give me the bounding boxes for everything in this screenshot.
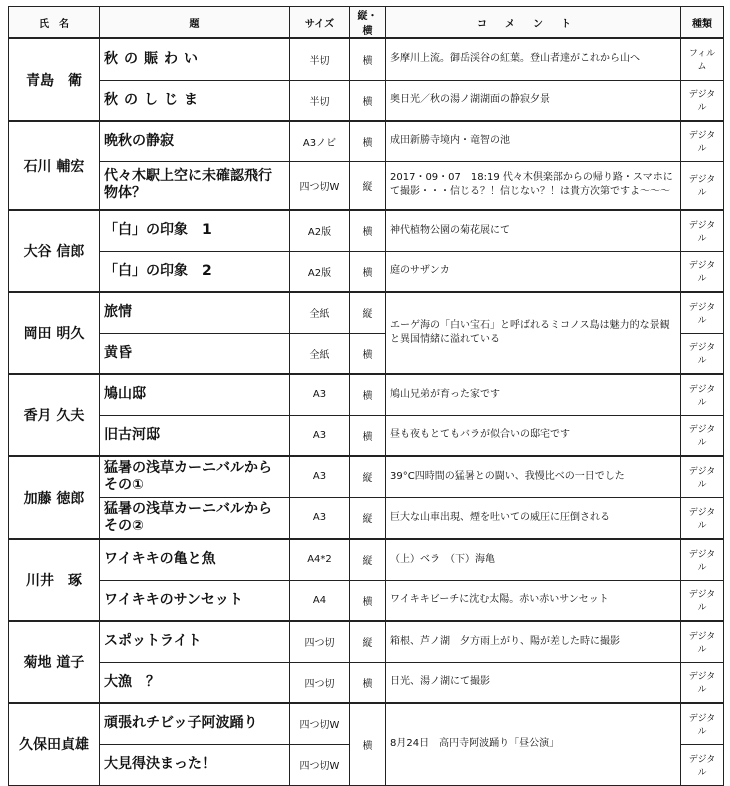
work-title: 秋のしじま [100, 80, 290, 121]
work-size: 四つ切 [290, 621, 350, 662]
work-comment: 昼も夜もとてもバラが似合いの邸宅です [386, 415, 681, 456]
work-size: 四つ切W [290, 744, 350, 785]
work-type: デジタル [681, 374, 724, 415]
work-title: 旅情 [100, 292, 290, 333]
work-comment: エーゲ海の「白い宝石」と呼ばれるミコノス島は魅力的な景観と異国情緒に溢れている [386, 292, 681, 374]
table-row [9, 292, 724, 333]
work-type: デジタル [681, 415, 724, 456]
work-size: 四つ切W [290, 703, 350, 744]
header-type: 種類 [681, 7, 724, 39]
work-title: 旧古河邸 [100, 415, 290, 456]
header-name: 氏 名 [9, 7, 100, 39]
table-row [9, 456, 724, 497]
work-orientation: 縦 [350, 621, 386, 662]
work-title: 猛暑の浅草カーニバルからその① [100, 456, 290, 497]
work-comment: 2017・09・07 18:19 代々木倶楽部からの帰り路・スマホにて撮影・・・信じる？！信じない？！は貴方次第ですよ～～～ [386, 161, 681, 210]
work-type: デジタル [681, 251, 724, 292]
work-title: ワイキキの亀と魚 [100, 539, 290, 580]
work-size: A2版 [290, 251, 350, 292]
work-title: 代々木駅上空に未確認飛行物体？ [100, 161, 290, 210]
work-type: デジタル [681, 161, 724, 210]
work-size: 四つ切 [290, 662, 350, 703]
photographer-name: 川井 琢 [9, 539, 100, 621]
work-orientation: 横 [350, 333, 386, 374]
work-type: デジタル [681, 210, 724, 251]
work-size: A4*2 [290, 539, 350, 580]
work-type: デジタル [681, 662, 724, 703]
header-orientation: 縦・横 [350, 7, 386, 39]
table-row [9, 703, 724, 744]
photographer-name: 岡田 明久 [9, 292, 100, 374]
work-type: デジタル [681, 703, 724, 744]
table-row [9, 210, 724, 251]
table-row [9, 161, 724, 210]
work-size: 全紙 [290, 333, 350, 374]
work-orientation: 横 [350, 415, 386, 456]
photographer-name: 大谷 信郎 [9, 210, 100, 292]
table-row [9, 80, 724, 121]
work-title: 秋の賑わい [100, 38, 290, 80]
table-row [9, 38, 724, 80]
photographer-name: 石川 輔宏 [9, 121, 100, 210]
work-title: スポットライト [100, 621, 290, 662]
photographer-name: 加藤 徳郎 [9, 456, 100, 539]
work-type: デジタル [681, 456, 724, 497]
work-orientation: 縦 [350, 497, 386, 539]
work-comment: 巨大な山車出現、煙を吐いての威圧に圧倒される [386, 497, 681, 539]
work-orientation: 横 [350, 121, 386, 161]
work-type: デジタル [681, 292, 724, 333]
work-type: デジタル [681, 497, 724, 539]
work-type: デジタル [681, 539, 724, 580]
work-comment: 日光、湯ノ湖にて撮影 [386, 662, 681, 703]
work-title: 頑張れチビッ子阿波踊り [100, 703, 290, 744]
work-size: A3 [290, 456, 350, 497]
work-title: 大漁 ？ [100, 662, 290, 703]
work-orientation: 横 [350, 210, 386, 251]
work-size: A3ノビ [290, 121, 350, 161]
photo-list-table [8, 6, 724, 786]
table-row [9, 251, 724, 292]
work-comment: 39°C四時間の猛暑との闘い、我慢比べの一日でした [386, 456, 681, 497]
header-size: サイズ [290, 7, 350, 39]
work-type: デジタル [681, 333, 724, 374]
work-type: デジタル [681, 744, 724, 785]
work-size: A3 [290, 497, 350, 539]
photographer-name: 久保田貞雄 [9, 703, 100, 785]
work-orientation: 縦 [350, 456, 386, 497]
work-title: 猛暑の浅草カーニバルからその② [100, 497, 290, 539]
work-orientation: 横 [350, 703, 386, 785]
work-orientation: 横 [350, 80, 386, 121]
work-orientation: 横 [350, 38, 386, 80]
work-orientation: 横 [350, 374, 386, 415]
work-comment: 成田新勝寺境内・竜智の池 [386, 121, 681, 161]
work-title: 鳩山邸 [100, 374, 290, 415]
work-type: デジタル [681, 580, 724, 621]
work-size: 半切 [290, 38, 350, 80]
photographer-name: 菊地 道子 [9, 621, 100, 703]
work-type: デジタル [681, 80, 724, 121]
work-size: 全紙 [290, 292, 350, 333]
work-size: A3 [290, 415, 350, 456]
work-orientation: 縦 [350, 292, 386, 333]
work-title: 晩秋の静寂 [100, 121, 290, 161]
work-comment: 箱根、芦ノ湖 夕方雨上がり、陽が差した時に撮影 [386, 621, 681, 662]
work-comment: 8月24日 高円寺阿波踊り「昼公演」 [386, 703, 681, 785]
table-row [9, 121, 724, 161]
work-orientation: 縦 [350, 161, 386, 210]
work-orientation: 縦 [350, 539, 386, 580]
work-title: ワイキキのサンセット [100, 580, 290, 621]
work-type: フィルム [681, 38, 724, 80]
header-comment: コメント [386, 7, 681, 39]
work-size: A3 [290, 374, 350, 415]
photographer-name: 香月 久夫 [9, 374, 100, 456]
header-row [9, 7, 724, 39]
work-type: デジタル [681, 621, 724, 662]
work-size: A2版 [290, 210, 350, 251]
work-title: 「白」の印象 2 [100, 251, 290, 292]
work-comment: （上）ベラ （下）海亀 [386, 539, 681, 580]
table-row [9, 497, 724, 539]
work-comment: 奥日光／秋の湯ノ湖湖面の静寂夕景 [386, 80, 681, 121]
table-row [9, 580, 724, 621]
work-comment: 神代植物公園の菊花展にて [386, 210, 681, 251]
photographer-name: 青島 衛 [9, 38, 100, 121]
work-orientation: 横 [350, 251, 386, 292]
work-size: A4 [290, 580, 350, 621]
work-comment: ワイキキビーチに沈む太陽。赤い赤いサンセット [386, 580, 681, 621]
work-orientation: 横 [350, 580, 386, 621]
table-row [9, 374, 724, 415]
work-title: 大見得決まった！ [100, 744, 290, 785]
header-title: 題 [100, 7, 290, 39]
table-row [9, 539, 724, 580]
work-title: 黄昏 [100, 333, 290, 374]
work-comment: 庭のサザンカ [386, 251, 681, 292]
work-size: 半切 [290, 80, 350, 121]
work-size: 四つ切W [290, 161, 350, 210]
work-type: デジタル [681, 121, 724, 161]
work-comment: 多摩川上流。御岳渓谷の紅葉。登山者達がこれから山へ [386, 38, 681, 80]
table-row [9, 415, 724, 456]
table-row [9, 662, 724, 703]
work-title: 「白」の印象 1 [100, 210, 290, 251]
work-orientation: 横 [350, 662, 386, 703]
table-row [9, 621, 724, 662]
work-comment: 鳩山兄弟が育った家です [386, 374, 681, 415]
